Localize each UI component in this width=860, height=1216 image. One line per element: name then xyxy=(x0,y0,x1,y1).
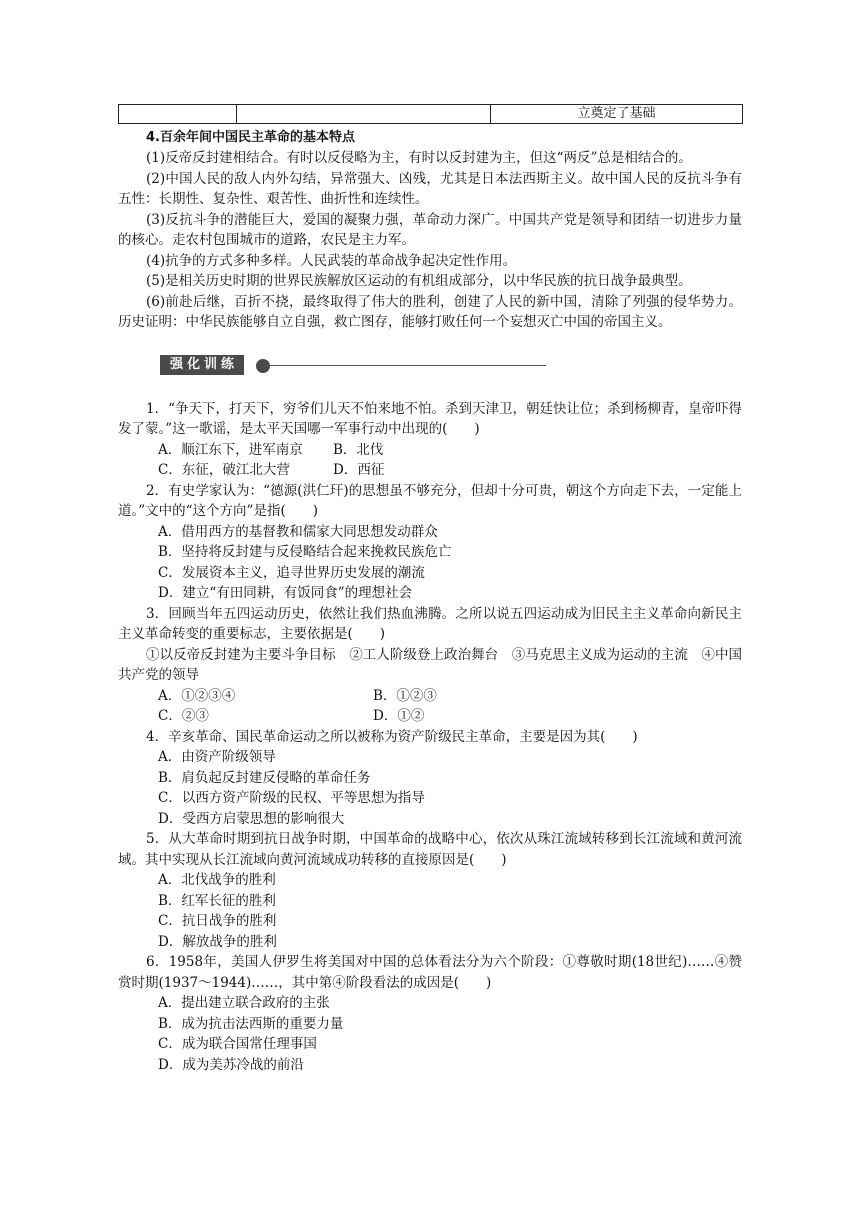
summary-table-fragment xyxy=(118,104,743,124)
point-paragraph: (6)前赴后继，百折不挠，最终取得了伟大的胜利，创建了人民的新中国，清除了列强的侵华势力。历史证明：中华民族能够自立自强，救亡图存，能够打败任何一个妄想灭亡中国的帝国主义。 xyxy=(118,293,742,330)
banner-label: 强化训练 xyxy=(160,355,244,375)
table-row xyxy=(119,105,743,124)
document xyxy=(118,104,742,1075)
option-d: D．西征 xyxy=(333,462,385,478)
option-row xyxy=(118,686,742,707)
point-paragraph: (2)中国人民的敌人内外勾结，异常强大、凶残，尤其是日本法西斯主义。故中国人民的反抗斗争有五性：长期性、复杂性、艰苦性、曲折性和连续性。 xyxy=(118,170,742,207)
option-d: D．建立“有田同耕，有饭同食”的理想社会 xyxy=(158,585,413,601)
option-a: A．由资产阶级领导 xyxy=(158,749,276,765)
option-c: C．成为联合国常任理事国 xyxy=(158,1036,317,1052)
point-paragraph: (1)反帝反封建相结合。有时以反侵略为主，有时以反封建为主，但这“两反”总是相结合的。 xyxy=(146,150,692,166)
table-cell: 立奠定了基础 xyxy=(491,105,743,124)
option-b: B．坚持将反封建与反侵略结合起来挽救民族危亡 xyxy=(158,544,452,560)
option-d: D．解放战争的胜利 xyxy=(158,933,277,950)
table-cell xyxy=(237,105,491,124)
option-d: D．受西方启蒙思想的影响很大 xyxy=(158,810,345,827)
option-a: A．北伐战争的胜利 xyxy=(158,872,276,888)
option-a: A．借用西方的基督教和儒家大同思想发动群众 xyxy=(158,523,438,540)
banner-rule xyxy=(264,365,546,366)
option-a: A．顺江东下，进军南京 xyxy=(158,441,303,458)
question-note: ①以反帝反封建为主要斗争目标 ②工人阶级登上政治舞台 ③马克思主义成为运动的主流 ④中国共产党的领导 xyxy=(118,646,742,683)
section-points xyxy=(118,148,742,333)
option-b: B．北伐 xyxy=(333,441,384,458)
question-5 xyxy=(118,829,742,952)
option-b: B．①②③ xyxy=(373,687,437,704)
question-stem: 6．1958年，美国人伊罗生将美国对中国的总体看法分为六个阶段：①尊敬时期(18世纪)……④赞赏时期(1937～1944)……，其中第④阶段看法的成因是( ) xyxy=(118,954,742,991)
question-stem: 3．回顾当年五四运动历史，依然让我们热血沸腾。之所以说五四运动成为旧民主主义革命向新民主主义革命转变的重要标志，主要依据是( ) xyxy=(118,605,742,642)
option-d: D．①② xyxy=(373,708,425,724)
option-row xyxy=(118,460,742,481)
banner-dot-icon xyxy=(256,359,270,373)
option-a: A．提出建立联合政府的主张 xyxy=(158,995,330,1011)
option-b: B．肩负起反封建反侵略的革命任务 xyxy=(158,769,371,786)
option-row xyxy=(118,440,742,461)
question-2 xyxy=(118,481,742,604)
question-4 xyxy=(118,727,742,830)
option-a: A．①②③④ xyxy=(158,687,236,704)
point-paragraph: (3)反抗斗争的潜能巨大，爱国的凝聚力强，革命动力深广。中国共产党是领导和团结一切进步力量的核心。走农村包围城市的道路，农民是主力军。 xyxy=(118,211,742,248)
option-d: D．成为美苏冷战的前沿 xyxy=(158,1056,304,1073)
practice-banner xyxy=(160,353,742,379)
question-1 xyxy=(118,399,742,481)
point-paragraph: (5)是相关历史时期的世界民族解放区运动的有机组成部分，以中华民族的抗日战争最典型。 xyxy=(146,273,692,289)
option-c: C．以西方资产阶级的民权、平等思想为指导 xyxy=(158,790,425,806)
option-c: C．②③ xyxy=(158,708,209,724)
question-stem: 1．“争天下，打天下，穷爷们儿天不怕来地不怕。杀到天津卫，朝廷快让位；杀到杨柳青，皇帝吓得发了蒙。”这一歌谣，是太平天国哪一军事行动中出现的( ) xyxy=(118,400,742,437)
option-b: B．红军长征的胜利 xyxy=(158,892,276,909)
option-c: C．东征，破江北大营 xyxy=(158,462,290,478)
question-stem: 4．辛亥革命、国民革命运动之所以被称为资产阶级民主革命，主要是因为其( ) xyxy=(146,728,638,745)
table-cell xyxy=(119,105,237,124)
option-c: C．发展资本主义，追寻世界历史发展的潮流 xyxy=(158,564,425,581)
question-6 xyxy=(118,952,742,1075)
option-b: B．成为抗击法西斯的重要力量 xyxy=(158,1015,344,1032)
point-paragraph: (4)抗争的方式多种多样。人民武装的革命战争起决定性作用。 xyxy=(146,252,517,269)
question-3 xyxy=(118,604,742,727)
question-stem: 2．有史学家认为：“德源(洪仁玕)的思想虽不够充分，但却十分可贵，朝这个方向走下去，一定能上道。”文中的“这个方向”是指( ) xyxy=(118,482,742,519)
section-heading: 4.百余年间中国民主革命的基本特点 xyxy=(146,130,355,145)
option-c: C．抗日战争的胜利 xyxy=(158,913,277,929)
question-stem: 5．从大革命时期到抗日战争时期，中国革命的战略中心，依次从珠江流域转移到长江流域和黄河流域。其中实现从长江流域向黄河流域成功转移的直接原因是( ) xyxy=(118,831,742,868)
option-row xyxy=(118,706,742,727)
